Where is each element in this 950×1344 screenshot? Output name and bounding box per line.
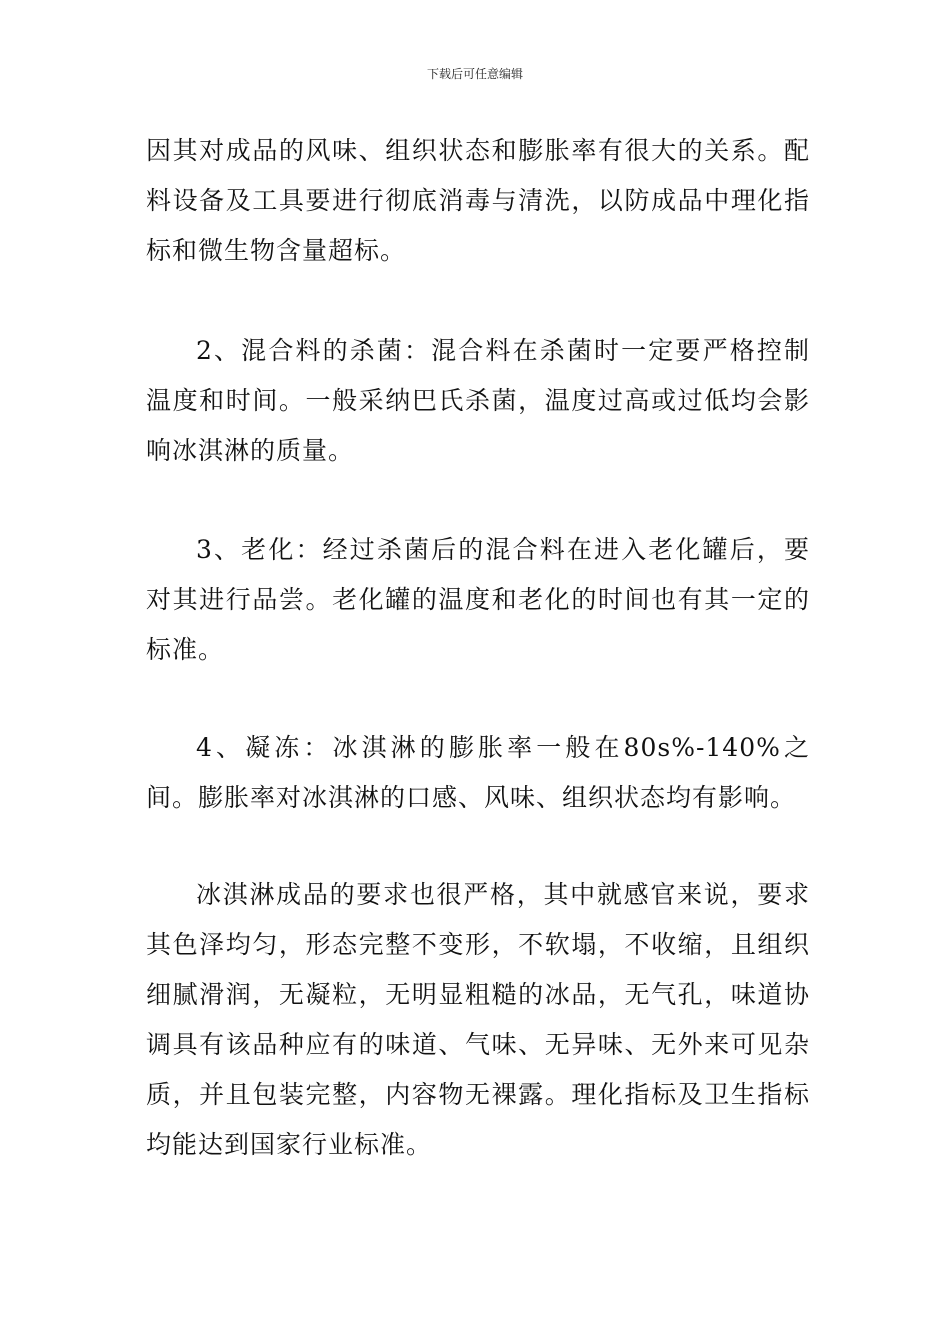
paragraph-aging: 3、老化：经过杀菌后的混合料在进入老化罐后，要对其进行品尝。老化罐的温度和老化的时间也有其一定的标准。 [146,535,810,664]
paragraph-continued: 因其对成品的风味、组织状态和膨胀率有很大的关系。配料设备及工具要进行彻底消毒与清洗，以防成品中理化指标和微生物含量超标。 [146,136,810,265]
paragraph-freezing: 4、凝冻：冰淇淋的膨胀率一般在80s%-140%之间。膨胀率对冰淇淋的口感、风味、组织状态均有影响。 [146,733,810,812]
paragraph-sterilization: 2、混合料的杀菌：混合料在杀菌时一定要严格控制温度和时间。一般采纳巴氏杀菌，温度过高或过低均会影响冰淇淋的质量。 [146,336,810,465]
paragraph-product-requirements: 冰淇淋成品的要求也很严格，其中就感官来说，要求其色泽均匀，形态完整不变形，不软塌，不收缩，且组织细腻滑润，无凝粒，无明显粗糙的冰品，无气孔，味道协调具有该品种应有的味道、气味、无异味、无外来可见杂质，并且包装完整，内容物无裸露。理化指标及卫生指标均能达到国家行业标准。 [146,880,810,1159]
page-header: 下载后可任意编辑 [426,67,523,81]
